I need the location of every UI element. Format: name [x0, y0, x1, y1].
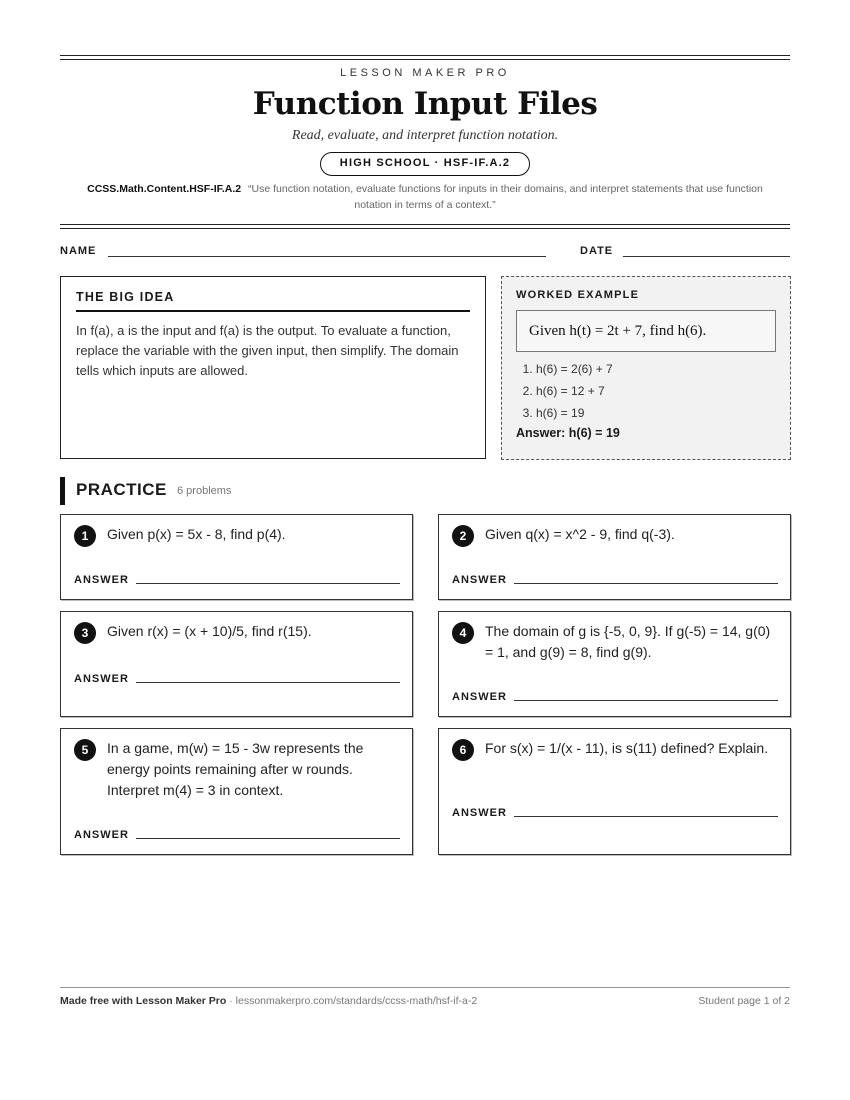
worked-step: 2. h(6) = 12 + 7 [536, 380, 776, 402]
answer-line[interactable] [136, 682, 400, 683]
problem-text: In a game, m(w) = 15 - 3w represents the energy points remaining after w rounds. Interpret m(4) = 3 in context. [107, 740, 364, 798]
name-label: NAME [60, 245, 97, 257]
footer-url-link[interactable]: · lessonmakerpro.com/standards/ccss-math/hsf-if-a-2 [229, 995, 478, 1007]
footer-made-with: Made free with Lesson Maker Pro [60, 995, 227, 1007]
footer-credit [60, 995, 477, 1007]
problem-number-badge: 3 [74, 622, 96, 644]
answer-label: ANSWER [74, 574, 129, 586]
grade-standard-badge: HIGH SCHOOL · HSF-IF.A.2 [320, 152, 530, 176]
problem-text: Given p(x) = 5x - 8, find p(4). [107, 526, 286, 542]
big-idea-heading: THE BIG IDEA [76, 290, 470, 312]
problem-number-badge: 4 [452, 622, 474, 644]
answer-line[interactable] [136, 838, 400, 839]
page-subtitle: Read, evaluate, and interpret function notation. [291, 128, 559, 143]
problem-card-4 [438, 611, 791, 717]
worked-example-steps [516, 358, 776, 424]
problem-text: Given q(x) = x^2 - 9, find q(-3). [485, 526, 675, 542]
worked-example-prompt: Given h(t) = 2t + 7, find h(6). [516, 310, 776, 352]
answer-line[interactable] [136, 583, 400, 584]
name-field-line[interactable] [108, 256, 546, 257]
problem-card-2 [438, 514, 791, 600]
big-idea-body: In f(a), a is the input and f(a) is the output. To evaluate a function, replace the variable with the given input, then simplify. The domain tells which inputs are allowed. [76, 323, 459, 378]
standard-text: “Use function notation, evaluate functions for inputs in their domains, and interpret statements that use function notation in terms of a context.” [248, 183, 763, 211]
worked-step: 1. h(6) = 2(6) + 7 [536, 358, 776, 380]
date-field-line[interactable] [623, 256, 790, 257]
answer-line[interactable] [514, 700, 778, 701]
answer-label: ANSWER [452, 574, 507, 586]
answer-line[interactable] [514, 816, 778, 817]
practice-accent-bar [60, 477, 65, 505]
problem-card-3 [60, 611, 413, 717]
practice-count: 6 problems [177, 485, 232, 497]
worked-step: 3. h(6) = 19 [536, 402, 776, 424]
standard-code: CCSS.Math.Content.HSF-IF.A.2 [87, 183, 242, 195]
problem-text: Given r(x) = (x + 10)/5, find r(15). [107, 623, 312, 639]
answer-label: ANSWER [74, 829, 129, 841]
answer-label: ANSWER [452, 691, 507, 703]
problem-number-badge: 2 [452, 525, 474, 547]
big-idea-box [60, 276, 486, 459]
problem-text: The domain of g is {-5, 0, 9}. If g(-5) = 14, g(0) = 1, and g(9) = 8, find g(9). [485, 623, 771, 660]
worked-example-answer: Answer: h(6) = 19 [516, 426, 620, 440]
page-title: Function Input Files [252, 86, 598, 122]
header-bottom-rule [60, 224, 790, 229]
brand-name: LESSON MAKER PRO [340, 67, 510, 79]
practice-heading: PRACTICE [76, 480, 167, 499]
problem-number-badge: 1 [74, 525, 96, 547]
problem-number-badge: 5 [74, 739, 96, 761]
worked-example-box [501, 276, 791, 460]
footer-rule [60, 987, 790, 988]
answer-label: ANSWER [74, 673, 129, 685]
answer-label: ANSWER [452, 807, 507, 819]
problem-card-1 [60, 514, 413, 600]
date-label: DATE [580, 245, 614, 257]
footer-page-number: Student page 1 of 2 [698, 995, 790, 1007]
header-top-rule [60, 55, 790, 60]
worked-example-heading: WORKED EXAMPLE [516, 289, 640, 301]
student-info-row [60, 245, 790, 259]
problem-number-badge: 6 [452, 739, 474, 761]
problem-card-5 [60, 728, 413, 855]
answer-line[interactable] [514, 583, 778, 584]
problem-card-6 [438, 728, 791, 855]
problem-text: For s(x) = 1/(x - 11), is s(11) defined? Explain. [485, 740, 769, 756]
standard-statement [70, 181, 780, 213]
